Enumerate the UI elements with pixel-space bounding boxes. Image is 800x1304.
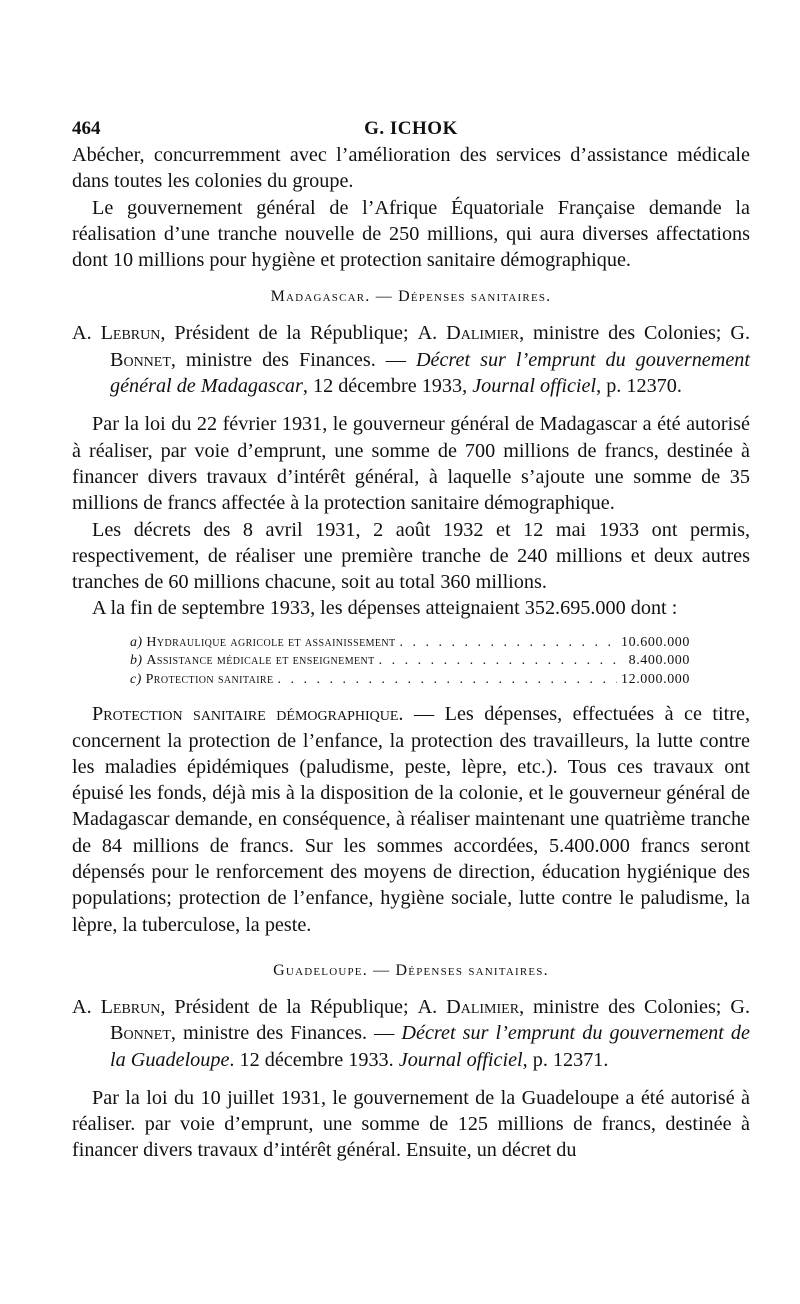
reference-text: , p. 12370. — [596, 375, 682, 398]
leader-dots — [379, 652, 625, 671]
reference-text: , Président de la République; — [160, 995, 418, 1018]
item-label: Hydraulique agricole et assainissement — [146, 634, 396, 650]
expense-list — [130, 634, 690, 690]
reference-text: , 12 décembre 1933, — [302, 375, 473, 398]
reference-text: , p. 12371. — [522, 1048, 609, 1071]
paragraph-text: — Les dépenses, effectuées à ce titre, concernent la protection de l’enfance, la protection des travailleurs, la lutte contre les maladies épidémiques (paludisme, peste, lèpre, etc.). Tous ces travaux ont épuisé les fonds, déjà mis à la disposition de la colonie, et le gouverneur général de Madagascar demande, en conséquence, à réaliser maintenant une quatrième tranche de 84 millions de francs. Sur les sommes accordées, 5.400.000 francs seront dépensés pour le renforcement des moyens de direction, éducation hygiénique des populations; protection de l’enfance, hygiène sociale, lutte contre le paludisme, la lèpre, la tuberculose, la peste. — [72, 703, 750, 936]
paragraph: Le gouvernement général de l’Afrique Équatoriale Française demande la réalisation d’une tranche nouvelle de 250 millions, qui aura diverses affectations dont 10 millions pour hygiène et protection sanitaire démographique. — [72, 196, 750, 272]
reference-text: . 12 décembre 1933. — [229, 1048, 399, 1071]
item-label: Protection sanitaire — [145, 671, 274, 687]
journal-title: Journal officiel — [472, 375, 597, 398]
leader-dots — [278, 671, 617, 690]
paragraph: Abécher, concurremment avec l’amélioration des services d’assistance médicale dans toutes les colonies du groupe. — [72, 144, 750, 193]
expense-item — [130, 652, 690, 671]
author-name: A. Lebrun — [72, 322, 161, 345]
journal-title: Journal officiel — [398, 1048, 523, 1071]
document-page — [72, 112, 750, 1164]
reference-text: , ministre des Finances. — — [170, 348, 416, 371]
section-heading-guadeloupe: Guadeloupe. — Dépenses sanitaires. — [273, 961, 549, 979]
author-name: G. Bonnet — [110, 995, 751, 1045]
reference-text: , ministre des Colonies; — [519, 995, 731, 1018]
decree-title: Décret sur l’emprunt du gouvernement général de Madagascar — [110, 348, 750, 398]
item-amount: 8.400.000 — [628, 653, 690, 669]
item-amount: 10.600.000 — [621, 634, 690, 650]
item-letter: a) — [130, 634, 143, 650]
paragraph: Les décrets des 8 avril 1931, 2 août 1932 et 12 mai 1933 ont permis, respectivement, de réaliser une première tranche de 240 millions et deux autres tranches de 60 millions chacune, soit au total 360 millions. — [72, 518, 750, 594]
item-label: Assistance médicale et enseignement — [146, 653, 375, 669]
paragraph-lead: Protection sanitaire démographique. — [92, 703, 404, 726]
running-title: G. ICHOK — [364, 118, 458, 139]
author-name: A. Dalimier — [417, 322, 520, 345]
paragraph: Par la loi du 22 février 1931, le gouverneur général de Madagascar a été autorisé à réaliser, par voie d’emprunt, une somme de 700 millions de francs, destinée à financer divers travaux d’intérêt général, à laquelle s’ajoute une somme de 35 millions de francs affectée à la protection sanitaire démographique. — [72, 413, 750, 515]
item-letter: c) — [130, 671, 142, 687]
item-amount: 12.000.000 — [621, 671, 690, 687]
page-number: 464 — [72, 118, 101, 139]
decree-title: Décret sur l’emprunt du gouvernement de la Guadeloupe — [110, 1022, 750, 1071]
paragraph — [72, 701, 750, 938]
running-header — [72, 112, 750, 142]
reference-text: , ministre des Colonies; — [519, 322, 731, 345]
reference-text: , Président de la République; — [160, 322, 418, 345]
expense-item — [130, 634, 690, 653]
section-heading-madagascar: Madagascar. — Dépenses sanitaires. — [270, 288, 552, 306]
leader-dots — [400, 634, 617, 653]
paragraph: Par la loi du 10 juillet 1931, le gouvernement de la Guadeloupe a été autorisé à réaliser. par voie d’emprunt, une somme de 125 millions de francs, destinée à financer divers travaux d’intérêt général. Ensuite, un décret du — [72, 1086, 750, 1162]
reference-text: , ministre des Finances. — — [170, 1022, 402, 1045]
paragraph: A la fin de septembre 1933, les dépenses atteignaient 352.695.000 dont : — [92, 597, 678, 620]
decree-reference — [72, 320, 750, 399]
decree-reference — [72, 994, 750, 1073]
item-letter: b) — [130, 653, 143, 669]
author-name: A. Dalimier — [417, 995, 520, 1018]
author-name: A. Lebrun — [72, 995, 161, 1018]
author-name: G. Bonnet — [110, 322, 751, 371]
expense-item — [130, 671, 690, 690]
